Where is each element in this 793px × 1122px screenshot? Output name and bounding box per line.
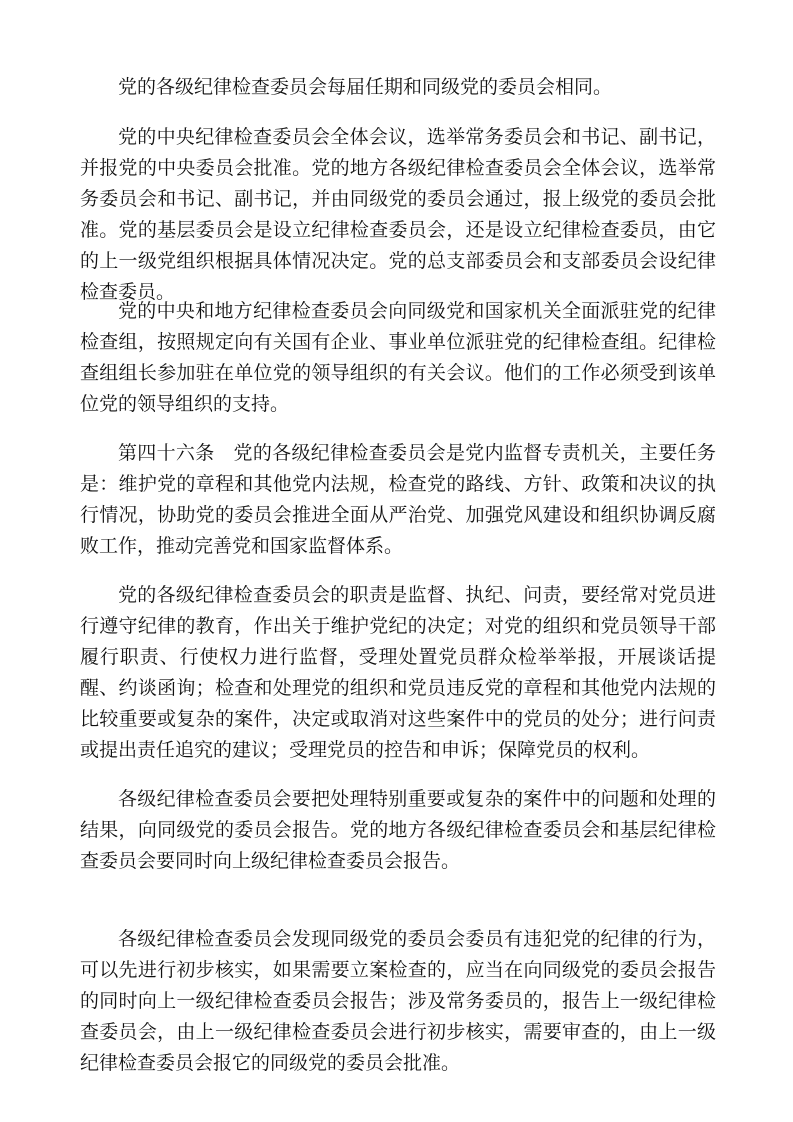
paragraph-reporting: 各级纪律检查委员会要把处理特别重要或复杂的案件中的问题和处理的结果，向同级党的委员会报告。党的地方各级纪律检查委员会和基层纪律检查委员会要同时向上级纪律检查委员会报告。 (80, 788, 716, 872)
paragraph-term-of-office: 党的各级纪律检查委员会每届任期和同级党的委员会相同。 (118, 76, 613, 98)
article-number: 第四十六条 (118, 442, 215, 464)
paragraph-violations: 各级纪律检查委员会发现同级党的委员会委员有违犯党的纪律的行为，可以先进行初步核实，如果需要立案检查的，应当在向同级党的委员会报告的同时向上一级纪律检查委员会报告；涉及常务委员的，报告上一级纪律检查委员会，由上一级纪律检查委员会进行初步核实，需要审查的，由上一级纪律检查委员会报它的同级党的委员会批准。 (80, 928, 716, 1074)
article-46-text: 党的各级纪律检查委员会是党内监督专责机关，主要任务是：维护党的章程和其他党内法规，检查党的路线、方针、政策和决议的执行情况，协助党的委员会推进全面从严治党、加强党风建设和组织协调反腐败工作，推动完善党和国家监督体系。 (80, 442, 716, 557)
paragraph-election: 党的中央纪律检查委员会全体会议，选举常务委员会和书记、副书记，并报党的中央委员会批准。党的地方各级纪律检查委员会全体会议，选举常务委员会和书记、副书记，并由同级党的委员会通过，报上级党的委员会批准。党的基层委员会是设立纪律检查委员会，还是设立纪律检查委员，由它的上一级党组织根据具体情况决定。党的总支部委员会和支部委员会设纪律检查委员。 (80, 126, 716, 303)
paragraph-article-46 (80, 438, 716, 562)
paragraph-duties: 党的各级纪律检查委员会的职责是监督、执纪、问责，要经常对党员进行遵守纪律的教育，作出关于维护党纪的决定；对党的组织和党员领导干部履行职责、行使权力进行监督，受理处置党员群众检举举报，开展谈话提醒、约谈函询；检查和处理党的组织和党员违反党的章程和其他党内法规的比较重要或复杂的案件，决定或取消对这些案件中的党员的处分；进行问责或提出责任追究的建议；受理党员的控告和申诉；保障党员的权利。 (80, 584, 716, 761)
paragraph-inspection-teams: 党的中央和地方纪律检查委员会向同级党和国家机关全面派驻党的纪律检查组，按照规定向有关国有企业、事业单位派驻党的纪律检查组。纪律检查组组长参加驻在单位党的领导组织的有关会议。他们的工作必须受到该单位党的领导组织的支持。 (80, 300, 716, 415)
